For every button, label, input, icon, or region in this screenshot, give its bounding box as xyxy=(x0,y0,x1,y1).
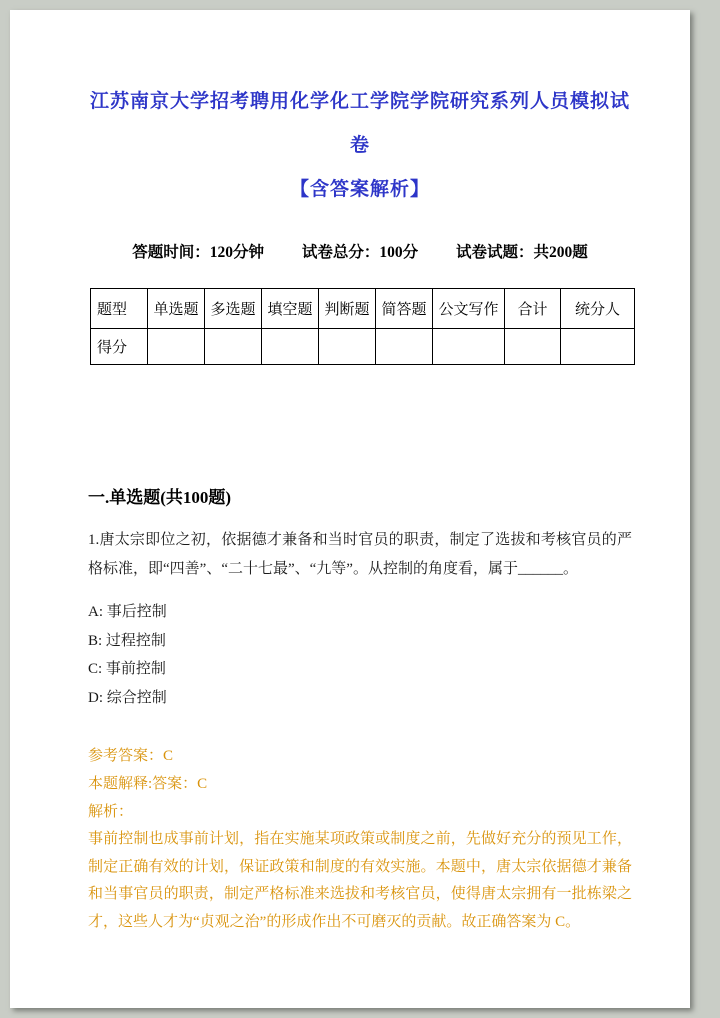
answer-block xyxy=(88,742,632,936)
score-table-header-cell: 简答题 xyxy=(376,289,433,329)
exam-meta xyxy=(88,240,632,262)
score-table-header-cell: 多选题 xyxy=(205,289,262,329)
answer-explanation: 本题解释:答案：C xyxy=(88,776,208,792)
score-table-header-cell: 合计 xyxy=(505,289,561,329)
analysis-label: 解析： xyxy=(88,804,134,820)
score-table-score-row xyxy=(91,329,635,365)
score-table-header-cell: 公文写作 xyxy=(433,289,505,329)
exam-title xyxy=(88,80,632,212)
score-cell xyxy=(148,329,205,365)
meta-question-count: 试卷试题：共200题 xyxy=(456,244,588,261)
score-table-header-cell: 判断题 xyxy=(319,289,376,329)
score-cell xyxy=(433,329,505,365)
score-cell xyxy=(505,329,561,365)
question-options xyxy=(88,598,632,712)
score-row-label: 得分 xyxy=(91,329,148,365)
exam-title-line2: 【含答案解析】 xyxy=(289,179,430,200)
question-text: 1.唐太宗即位之初，依据德才兼备和当时官员的职责，制定了选拔和考核官员的严格标准，即“四善”、“二十七最”、“九等”。从控制的角度看，属于______。 xyxy=(88,532,632,577)
score-table-header-row xyxy=(91,289,635,329)
meta-total-score: 试卷总分：100分 xyxy=(301,244,419,261)
option-c: C: 事前控制 xyxy=(88,661,166,677)
analysis-text: 事前控制也成事前计划，指在实施某项政策或制度之前，先做好充分的预见工作，制定正确有效的计划，保证政策和制度的有效实施。本题中，唐太宗依据德才兼备和当事官员的职责，制定严格标准来选拔和考核官员，使得唐太宗拥有一批栋梁之才，这些人才为“贞观之治”的形成作出不可磨灭的贡献。故正确答案为 C。 xyxy=(88,831,632,930)
score-table xyxy=(90,288,635,365)
meta-time: 答题时间：120分钟 xyxy=(132,244,264,261)
score-cell xyxy=(262,329,319,365)
option-a: A: 事后控制 xyxy=(88,604,167,620)
option-d: D: 综合控制 xyxy=(88,689,167,706)
score-cell xyxy=(319,329,376,365)
section-heading: 一.单选题(共100题) xyxy=(88,488,232,507)
exam-page xyxy=(10,10,690,1008)
score-table-header-cell: 统分人 xyxy=(561,289,635,329)
score-cell xyxy=(205,329,262,365)
score-cell xyxy=(376,329,433,365)
score-table-header-cell: 题型 xyxy=(91,289,148,329)
score-table-header-cell: 填空题 xyxy=(262,289,319,329)
reference-answer: 参考答案：C xyxy=(88,748,174,764)
score-table-header-cell: 单选题 xyxy=(148,289,205,329)
option-b: B: 过程控制 xyxy=(88,632,166,649)
score-cell xyxy=(561,329,635,365)
exam-title-line1: 江苏南京大学招考聘用化学化工学院学院研究系列人员模拟试卷 xyxy=(89,91,630,156)
